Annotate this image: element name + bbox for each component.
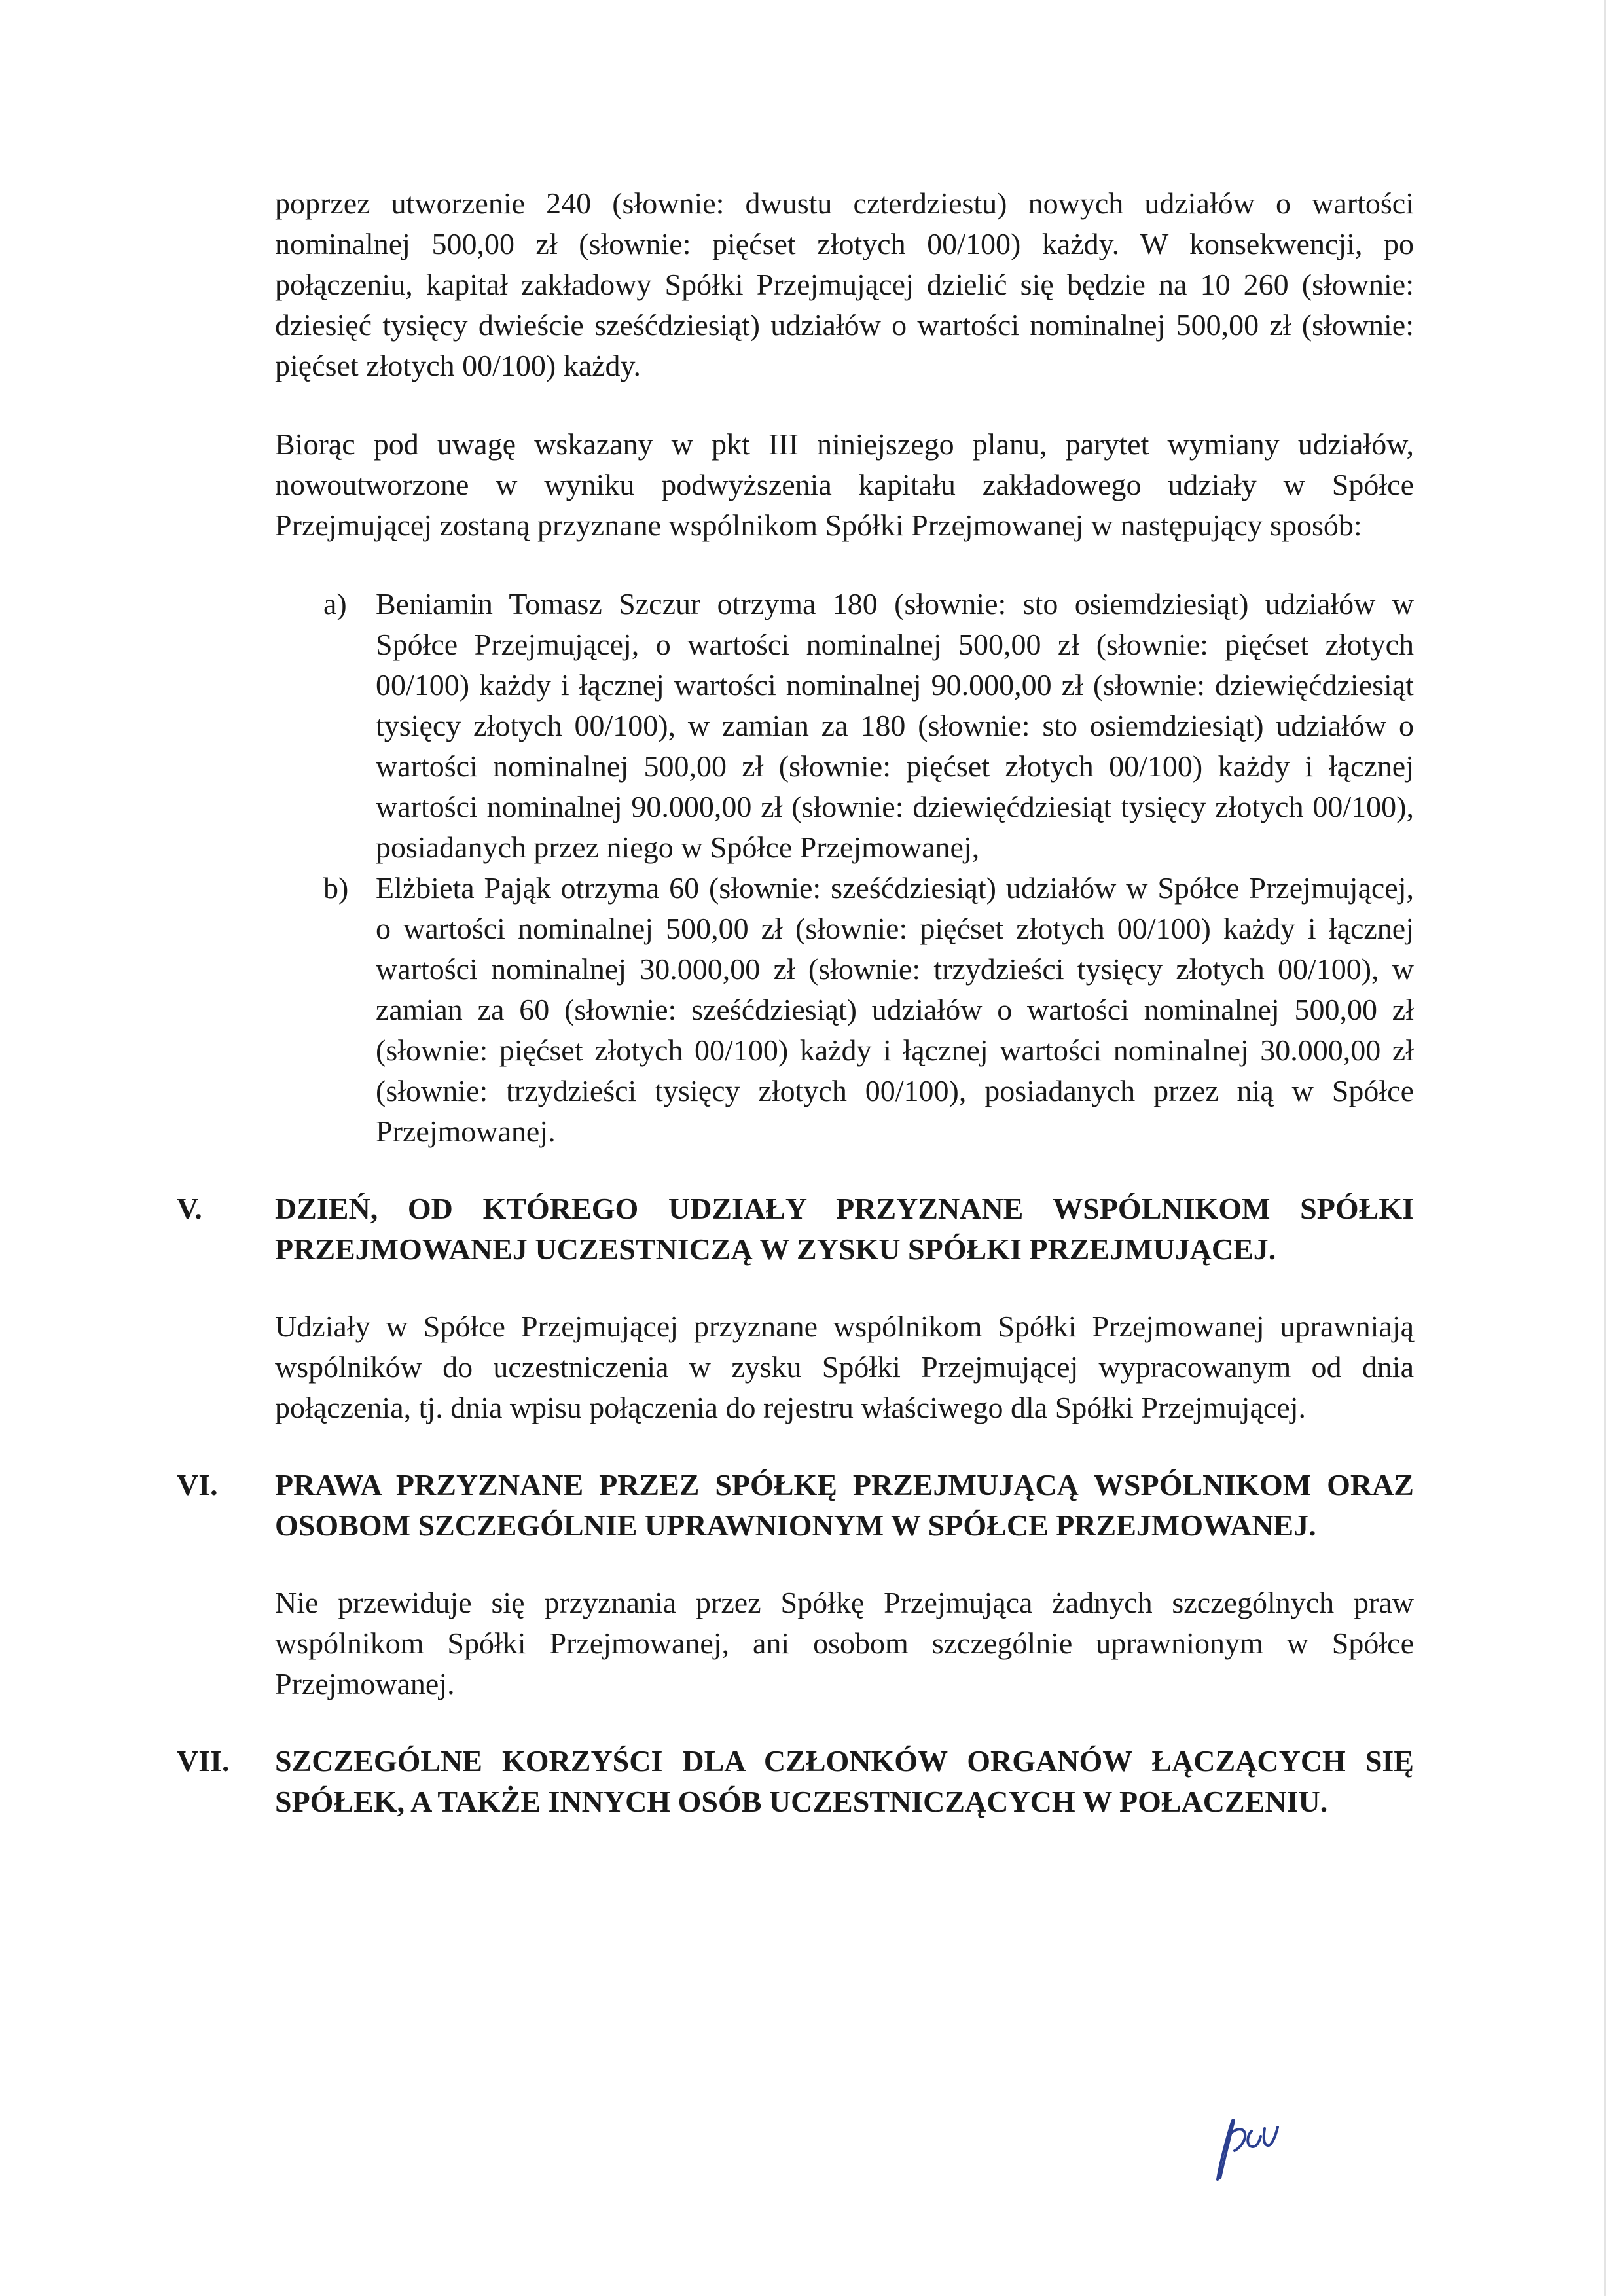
scan-edge-line [1604,0,1606,2296]
list-marker: a) [323,587,347,620]
list-item [275,584,1414,868]
section-body: Nie przewiduje się przyznania przez Spółkę Przejmująca żadnych szczególnych praw wspólnikom Spółki Przejmowanej, ani osobom szczególnie uprawnionym w Spółce Przejmowanej. [275,1586,1414,1700]
section-body: Udziały w Spółce Przejmującej przyznane wspólnikom Spółki Przejmowanej uprawniają wspólników do uczestniczenia w zysku Spółki Przejmującej wypracowanym od dnia połączenia, tj. dnia wpisu połączenia do rejestru właściwego dla Spółki Przejmującej. [275,1310,1414,1424]
section-heading: DZIEŃ, OD KTÓREGO UDZIAŁY PRZYZNANE WSPÓLNIKOM SPÓŁKI PRZEJMOWANEJ UCZESTNICZĄ W ZYSKU SPÓŁKI PRZEJMUJĄCEJ. [275,1192,1414,1266]
list-item [275,868,1414,1152]
section-vi [177,1465,1414,1704]
section-number: VII. [177,1744,230,1778]
list-item-text: Elżbieta Pająk otrzyma 60 (słownie: sześćdziesiąt) udziałów w Spółce Przejmującej, o wartości nominalnej 500,00 zł (słownie: pięćset złotych 00/100) każdy i łącznej wartości nominalnej 30.000,00 zł (słownie: trzydzieści tysięcy złotych 00/100), w zamian za 60 (słownie: sześćdziesiąt) udziałów o wartości nominalnej 500,00 zł (słownie: pięćset złotych 00/100) każdy i łącznej wartości nominalnej 30.000,00 zł (słownie: trzydzieści tysięcy złotych 00/100), posiadanych przez nią w Spółce Przejmowanej. [376,871,1414,1148]
document-body [177,183,1414,1822]
section-heading: PRAWA PRZYZNANE PRZEZ SPÓŁKĘ PRZEJMUJĄCĄ WSPÓLNIKOM ORAZ OSOBOM SZCZEGÓLNIE UPRAWNIONYM W SPÓŁCE PRZEJMOWANEJ. [275,1468,1414,1542]
section-heading: SZCZEGÓLNE KORZYŚCI DLA CZŁONKÓW ORGANÓW ŁĄCZĄCYCH SIĘ SPÓŁEK, A TAKŻE INNYCH OSÓB UCZESTNICZĄCYCH W POŁACZENIU. [275,1744,1414,1818]
signature-initials [1191,2114,1290,2186]
list-item-text: Beniamin Tomasz Szczur otrzyma 180 (słownie: sto osiemdziesiąt) udziałów w Spółce Przejmującej, o wartości nominalnej 500,00 zł (słownie: pięćset złotych 00/100) każdy i łącznej wartości nominalnej 90.000,00 zł (słownie: dziewięćdziesiąt tysięcy złotych 00/100), w zamian za 180 (słownie: sto osiemdziesiąt) udziałów o wartości nominalnej 500,00 zł (słownie: pięćset złotych 00/100) każdy i łącznej wartości nominalnej 90.000,00 zł (słownie: dziewięćdziesiąt tysięcy złotych 00/100), posiadanych przez niego w Spółce Przejmowanej, [376,587,1414,864]
section-vii [177,1741,1414,1822]
list-marker: b) [323,871,349,905]
section-number: VI. [177,1468,218,1501]
section-v [177,1189,1414,1428]
paragraph-share-creation: poprzez utworzenie 240 (słownie: dwustu czterdziestu) nowych udziałów o wartości nominalnej 500,00 zł (słownie: pięćset złotych 00/100) każdy. W konsekwencji, po połączeniu, kapitał zakładowy Spółki Przejmującej dzielić się będzie na 10 260 (słownie: dziesięć tysięcy dwieście sześćdziesiąt) udziałów o wartości nominalnej 500,00 zł (słownie: pięćset złotych 00/100) każdy. [275,187,1414,382]
allocation-list [275,584,1414,1152]
paragraph-share-allocation: Biorąc pod uwagę wskazany w pkt III niniejszego planu, parytet wymiany udziałów, nowoutworzone w wyniku podwyższenia kapitału zakładowego udziały w Spółce Przejmującej zostaną przyznane wspólnikom Spółki Przejmowanej w następujący sposób: [275,427,1414,542]
section-number: V. [177,1192,202,1225]
